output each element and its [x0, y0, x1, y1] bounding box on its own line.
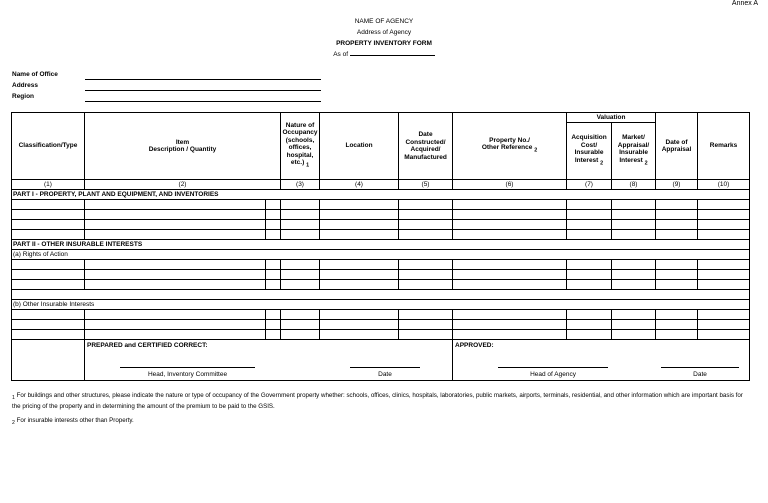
table-cell[interactable]: [567, 280, 612, 290]
approved-date-line[interactable]: [661, 367, 739, 368]
approved-cell: [453, 340, 750, 381]
table-cell[interactable]: [656, 230, 698, 240]
col-number: (10): [698, 180, 750, 190]
table-cell[interactable]: [656, 320, 698, 330]
rights-rows: [12, 260, 750, 290]
footnote-2: [12, 417, 752, 428]
table-cell[interactable]: [453, 330, 567, 340]
table-cell[interactable]: [266, 200, 281, 210]
address-field[interactable]: [85, 90, 321, 91]
col-property-no: [453, 113, 567, 180]
table-cell[interactable]: [612, 200, 656, 210]
table-cell[interactable]: [320, 280, 399, 290]
table-row: [12, 210, 750, 220]
table-cell[interactable]: [85, 220, 266, 230]
table-cell[interactable]: [612, 320, 656, 330]
table-cell[interactable]: [85, 230, 266, 240]
table-cell[interactable]: [698, 230, 750, 240]
table-cell[interactable]: [698, 210, 750, 220]
table-cell[interactable]: [85, 210, 266, 220]
table-cell[interactable]: [266, 280, 281, 290]
table-cell[interactable]: [266, 270, 281, 280]
table-cell[interactable]: [656, 330, 698, 340]
col-number: (2): [85, 180, 281, 190]
col-location: Location: [320, 113, 399, 180]
col-number: (1): [12, 180, 85, 190]
table-cell[interactable]: [656, 270, 698, 280]
approved-signature-line[interactable]: [498, 367, 608, 368]
agency-name: NAME OF AGENCY: [354, 18, 414, 25]
table-cell[interactable]: [567, 210, 612, 220]
spacer-row: [12, 290, 750, 300]
region-label: Region: [12, 93, 35, 100]
region-field[interactable]: [85, 101, 321, 102]
table-cell[interactable]: [266, 220, 281, 230]
table-cell[interactable]: [12, 310, 85, 320]
table-cell[interactable]: [320, 210, 399, 220]
agency-address: Address of Agency: [356, 29, 412, 36]
as-of-label: As of: [333, 51, 348, 58]
table-cell[interactable]: [656, 200, 698, 210]
col-acquisition: [567, 123, 612, 180]
approved-label: APPROVED:: [455, 342, 494, 349]
table-cell[interactable]: [698, 200, 750, 210]
office-label: Name of Office: [12, 71, 58, 78]
col-number: (3): [281, 180, 320, 190]
table-row: [12, 270, 750, 280]
table-cell[interactable]: [12, 320, 85, 330]
table-cell[interactable]: [266, 210, 281, 220]
col-market: [612, 123, 656, 180]
table-cell[interactable]: [281, 310, 320, 320]
table-cell[interactable]: [281, 260, 320, 270]
table-cell[interactable]: [266, 310, 281, 320]
col-number: (8): [612, 180, 656, 190]
table-cell[interactable]: [266, 320, 281, 330]
table-cell[interactable]: [453, 220, 567, 230]
table-cell[interactable]: [399, 220, 453, 230]
table-row: [12, 280, 750, 290]
head-inventory-caption: Head, Inventory Committee: [147, 371, 228, 378]
table-cell[interactable]: [399, 230, 453, 240]
table-cell[interactable]: [656, 310, 698, 320]
table-row: [12, 230, 750, 240]
table-cell[interactable]: [320, 330, 399, 340]
annex-label: Annex A: [731, 0, 758, 7]
table-cell[interactable]: [567, 310, 612, 320]
col-date-constructed: Date Constructed/ Acquired/ Manufactured: [399, 113, 453, 180]
table-row: [12, 200, 750, 210]
prepared-date-caption: Date: [378, 371, 392, 378]
table-cell[interactable]: [567, 320, 612, 330]
table-cell[interactable]: [85, 260, 266, 270]
table-cell[interactable]: [399, 200, 453, 210]
table-cell[interactable]: [612, 280, 656, 290]
table-cell[interactable]: [85, 320, 266, 330]
table-row: [12, 320, 750, 330]
prepared-cell: [85, 340, 453, 381]
signature-blank-cell: [12, 340, 85, 381]
table-cell[interactable]: [12, 280, 85, 290]
footnote-2-text: For insurable interests other than Property.: [16, 417, 134, 424]
table-cell[interactable]: [85, 330, 266, 340]
table-cell[interactable]: [453, 270, 567, 280]
table-cell[interactable]: [612, 330, 656, 340]
col-number: (6): [453, 180, 567, 190]
table-cell[interactable]: [399, 280, 453, 290]
part1-heading: PART I - PROPERTY, PLANT AND EQUIPMENT, AND INVENTORIES: [12, 190, 750, 200]
table-cell[interactable]: [698, 310, 750, 320]
footnote-1: [12, 392, 752, 410]
table-cell[interactable]: [453, 200, 567, 210]
table-cell[interactable]: [656, 210, 698, 220]
table-cell[interactable]: [698, 220, 750, 230]
table-cell[interactable]: [12, 260, 85, 270]
form-title: PROPERTY INVENTORY FORM: [336, 40, 432, 47]
table-cell[interactable]: [612, 310, 656, 320]
table-cell[interactable]: [12, 330, 85, 340]
table-cell[interactable]: [567, 270, 612, 280]
table-cell[interactable]: [85, 270, 266, 280]
table-cell[interactable]: [567, 220, 612, 230]
col-nature-label: Nature of Occupancy (schools, offices, hospital, etc.): [282, 121, 318, 167]
col-acquisition-footnote: 2: [600, 160, 604, 167]
table-cell[interactable]: [453, 210, 567, 220]
table-cell[interactable]: [12, 200, 85, 210]
table-row: [12, 220, 750, 230]
table-row: [12, 310, 750, 320]
table-cell[interactable]: [453, 230, 567, 240]
col-property-no-line2: Other Reference: [481, 144, 533, 152]
as-of-line: [0, 51, 768, 58]
col-nature: [281, 113, 320, 180]
table-cell[interactable]: [612, 230, 656, 240]
prepared-label: PREPARED and CERTIFIED CORRECT:: [87, 342, 208, 349]
table-cell[interactable]: [656, 220, 698, 230]
other-interests-heading: (b) Other Insurable Interests: [12, 300, 750, 310]
table-cell[interactable]: [612, 270, 656, 280]
column-numbers-row: [12, 180, 750, 190]
table-cell[interactable]: [266, 230, 281, 240]
table-cell[interactable]: [281, 270, 320, 280]
table-cell[interactable]: [399, 260, 453, 270]
table-cell[interactable]: [85, 280, 266, 290]
head-agency-caption: Head of Agency: [530, 371, 576, 378]
col-number: (5): [399, 180, 453, 190]
table-cell[interactable]: [320, 230, 399, 240]
table-cell[interactable]: [698, 270, 750, 280]
table-cell[interactable]: [281, 210, 320, 220]
table-cell[interactable]: [399, 330, 453, 340]
table-cell[interactable]: [656, 260, 698, 270]
part1-rows: [12, 200, 750, 240]
address-label: Address: [12, 82, 39, 89]
prepared-signature-line[interactable]: [120, 367, 255, 368]
table-cell[interactable]: [320, 220, 399, 230]
as-of-blank[interactable]: [350, 55, 435, 56]
table-cell[interactable]: [281, 230, 320, 240]
table-cell[interactable]: [320, 260, 399, 270]
col-property-footnote: 2: [534, 147, 538, 154]
part2-heading: PART II - OTHER INSURABLE INTERESTS: [12, 240, 750, 250]
table-cell[interactable]: [567, 230, 612, 240]
table-cell[interactable]: [567, 200, 612, 210]
other-rows: [12, 310, 750, 340]
table-cell[interactable]: [320, 310, 399, 320]
table-cell[interactable]: [453, 260, 567, 270]
col-number: (7): [567, 180, 612, 190]
table-cell[interactable]: [612, 260, 656, 270]
table-cell[interactable]: [612, 210, 656, 220]
prepared-date-line[interactable]: [350, 367, 420, 368]
table-cell[interactable]: [612, 220, 656, 230]
table-cell[interactable]: [399, 310, 453, 320]
table-cell[interactable]: [281, 200, 320, 210]
table-cell[interactable]: [12, 270, 85, 280]
col-date-appraisal: Date of Appraisal: [656, 113, 698, 180]
table-cell[interactable]: [281, 330, 320, 340]
rights-of-action-heading: (a) Rights of Action: [12, 250, 750, 260]
table-cell[interactable]: [281, 220, 320, 230]
table-row: [12, 330, 750, 340]
table-cell[interactable]: [567, 260, 612, 270]
table-cell[interactable]: [281, 320, 320, 330]
table-cell[interactable]: [12, 220, 85, 230]
inventory-table: [11, 112, 750, 381]
approved-date-caption: Date: [693, 371, 707, 378]
table-cell[interactable]: [453, 280, 567, 290]
table-cell[interactable]: [266, 330, 281, 340]
col-valuation: Valuation: [567, 113, 656, 123]
table-cell[interactable]: [12, 210, 85, 220]
col-market-label: Market/ Appraisal/ Insurable Interest: [617, 134, 650, 164]
footnote-1-text: For buildings and other structures, please indicate the nature or type of occupancy of the Government property whether: schools, offices, clinics, hospitals, laboratories, public markets, airports, terminals, residential, and other information which are important basis for the pricing of the property and in determining the amount of the premium to be paid to the GSIS.: [12, 392, 743, 410]
table-cell[interactable]: [399, 320, 453, 330]
table-cell[interactable]: [12, 230, 85, 240]
table-cell[interactable]: [453, 310, 567, 320]
col-nature-footnote: 1: [306, 162, 310, 169]
col-classification: Classification/Type: [12, 113, 85, 180]
table-cell[interactable]: [698, 330, 750, 340]
table-cell[interactable]: [320, 320, 399, 330]
footnote-2-marker: 2: [12, 420, 15, 427]
table-cell[interactable]: [567, 330, 612, 340]
table-cell[interactable]: [698, 320, 750, 330]
table-cell[interactable]: [281, 280, 320, 290]
table-cell[interactable]: [266, 260, 281, 270]
col-market-footnote: 2: [644, 160, 648, 167]
table-cell[interactable]: [698, 260, 750, 270]
col-number: (4): [320, 180, 399, 190]
col-item: [85, 113, 281, 180]
table-cell[interactable]: [85, 310, 266, 320]
col-property-no-line1: Property No./: [489, 136, 530, 144]
col-item-line1: Item: [175, 138, 190, 146]
col-remarks: Remarks: [698, 113, 750, 180]
table-cell[interactable]: [320, 270, 399, 280]
table-cell[interactable]: [698, 280, 750, 290]
table-row: [12, 260, 750, 270]
table-cell[interactable]: [656, 280, 698, 290]
table-cell[interactable]: [399, 210, 453, 220]
table-cell[interactable]: [320, 200, 399, 210]
col-item-line2: Description / Quantity: [148, 146, 217, 153]
col-number: (9): [656, 180, 698, 190]
table-cell[interactable]: [85, 200, 266, 210]
office-field[interactable]: [85, 79, 321, 80]
table-cell[interactable]: [453, 320, 567, 330]
footnote-1-marker: 1: [12, 395, 15, 402]
col-acquisition-label: Acquisition Cost/ Insurable Interest: [571, 134, 607, 164]
table-cell[interactable]: [399, 270, 453, 280]
